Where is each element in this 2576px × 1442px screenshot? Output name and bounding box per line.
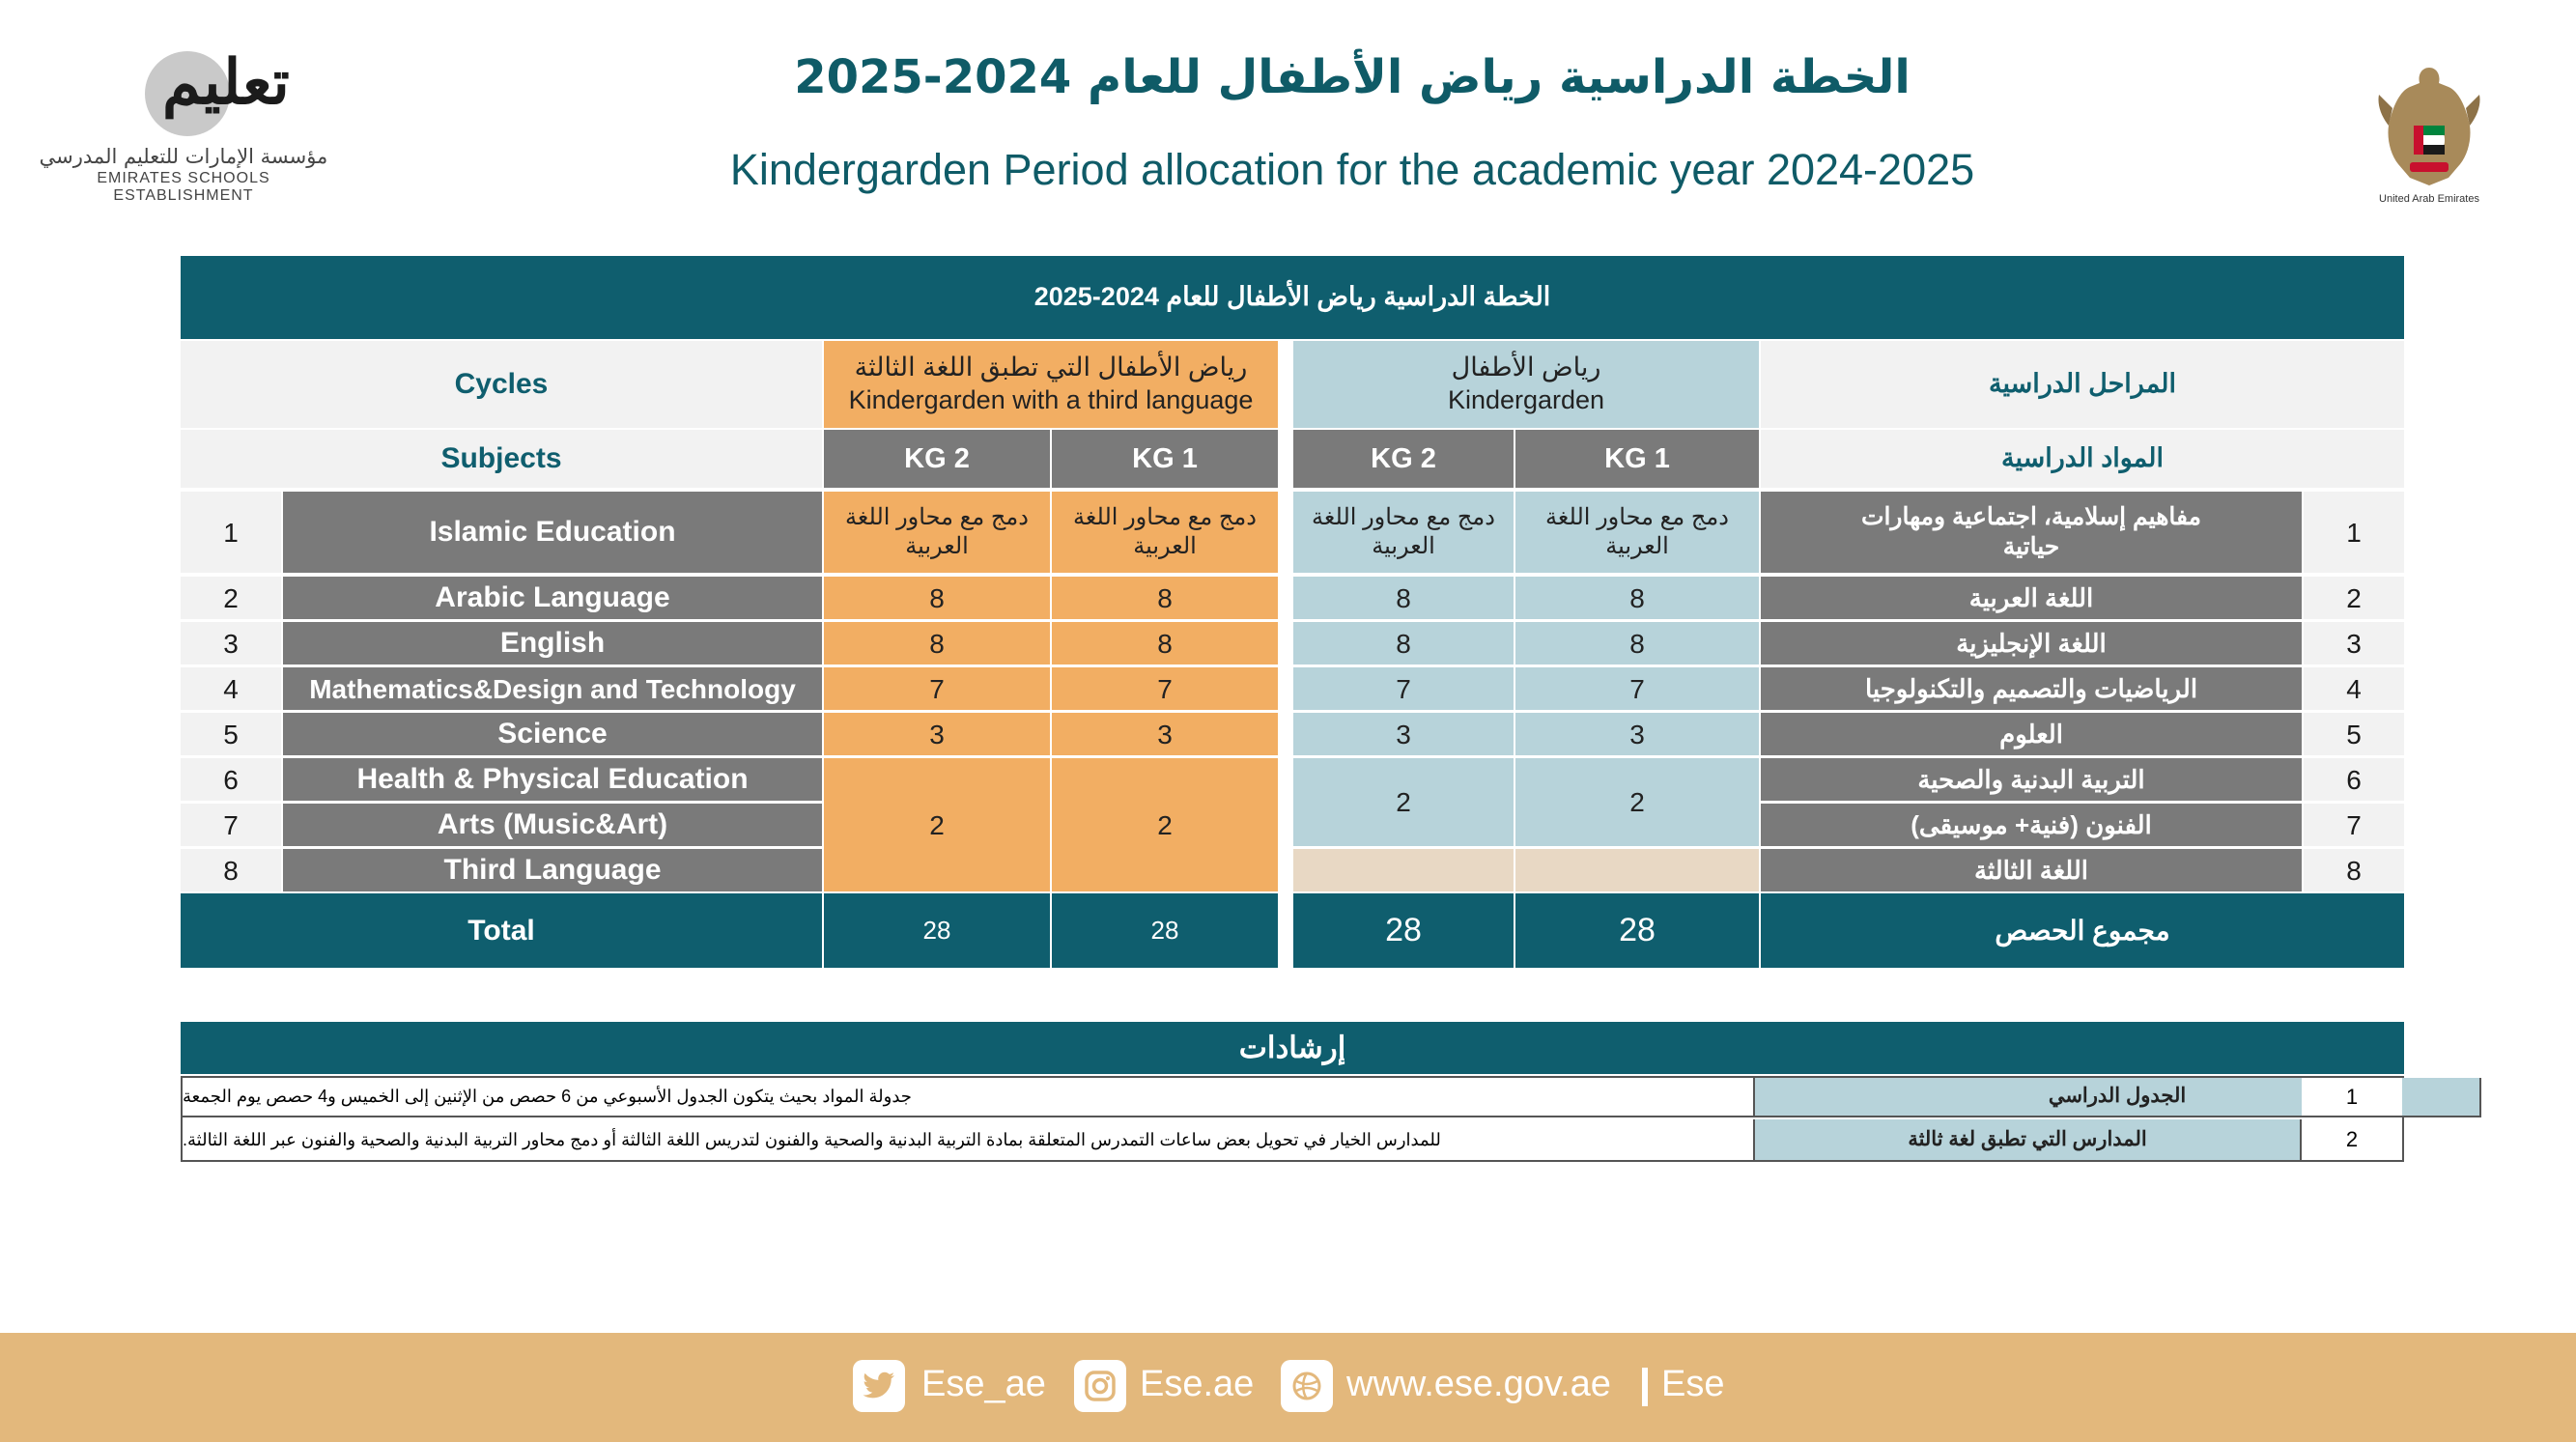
footer-divider <box>1642 1368 1648 1406</box>
cell-empty <box>1515 849 1759 891</box>
uae-emblem <box>2371 58 2487 212</box>
cell-value: 3 <box>1052 713 1278 755</box>
total-label: Total <box>181 893 822 968</box>
logo-arabic-name: مؤسسة الإمارات للتعليم المدرسي <box>39 145 328 168</box>
guideline-label: الجدول الدراسي <box>1755 1078 2481 1117</box>
subject-science: Science <box>283 713 822 755</box>
row-number: 3 <box>181 622 281 664</box>
col-kg2: KG 2 <box>1293 430 1514 488</box>
instagram-icon[interactable] <box>1074 1360 1126 1412</box>
logo-english-name: EMIRATES SCHOOLS ESTABLISHMENT <box>97 170 270 204</box>
table-title: الخطة الدراسية رياض الأطفال للعام 2024-2025 <box>181 256 2404 339</box>
emblem-caption: United Arab Emirates <box>2379 193 2479 205</box>
globe-icon[interactable] <box>1281 1360 1333 1412</box>
subject-third-language-ar: اللغة الثالثة <box>1761 849 2302 891</box>
subject-health-physical-education: Health & Physical Education <box>283 758 822 801</box>
cycles-label-ar: المراحل الدراسية <box>1761 341 2404 428</box>
row-number: 2 <box>2304 577 2404 619</box>
row-number: 6 <box>181 758 281 801</box>
group-third-language <box>824 341 1278 428</box>
cell-value: 8 <box>824 622 1050 664</box>
cell-merged-arabic: دمج مع محاور اللغة العربية <box>824 492 1050 573</box>
subject-arabic-language: Arabic Language <box>283 577 822 619</box>
cell-merged-value: 2 <box>1293 758 1514 846</box>
group-third-language-en: Kindergarden with a third language <box>848 385 1254 414</box>
cell-value: 3 <box>1293 713 1514 755</box>
row-number: 4 <box>2304 667 2404 710</box>
total-value: 28 <box>824 893 1050 968</box>
total-value: 28 <box>1515 893 1759 968</box>
row-number: 5 <box>181 713 281 755</box>
twitter-icon[interactable] <box>853 1360 905 1412</box>
subjects-label-ar: المواد الدراسية <box>1761 430 2404 488</box>
row-number: 2 <box>181 577 281 619</box>
logo-word: تعليم <box>162 46 290 119</box>
subject-english-ar: اللغة الإنجليزية <box>1761 622 2302 664</box>
cell-value: 3 <box>1515 713 1759 755</box>
page-title-english: Kindergarden Period allocation for the academic year 2024-2025 <box>729 145 1975 194</box>
subject-islamic-education-ar: مفاهيم إسلامية، اجتماعية ومهارات حياتية <box>1761 492 2302 573</box>
group-kindergarden-en: Kindergarden <box>1447 385 1605 414</box>
cell-value: 7 <box>824 667 1050 710</box>
row-number: 3 <box>2304 622 2404 664</box>
row-number: 6 <box>2304 758 2404 801</box>
cell-empty <box>1293 849 1514 891</box>
cell-value: 8 <box>824 577 1050 619</box>
subject-islamic-education: Islamic Education <box>283 492 822 573</box>
total-value: 28 <box>1293 893 1514 968</box>
cell-value: 8 <box>1052 577 1278 619</box>
row-number: 8 <box>2304 849 2404 891</box>
cell-value: 3 <box>824 713 1050 755</box>
subject-third-language: Third Language <box>283 849 822 891</box>
subject-mathematics-design-technology: Mathematics&Design and Technology <box>283 667 822 710</box>
col-third-kg2: KG 2 <box>824 430 1050 488</box>
subject-arabic-language-ar: اللغة العربية <box>1761 577 2302 619</box>
group-kindergarden <box>1293 341 1759 428</box>
group-kindergarden-ar: رياض الأطفال <box>1451 353 1601 382</box>
subject-english: English <box>283 622 822 664</box>
cell-merged-value: 2 <box>824 758 1050 891</box>
cell-value: 8 <box>1293 622 1514 664</box>
page-title-arabic: الخطة الدراسية رياض الأطفال للعام 2024-2025 <box>794 50 1911 104</box>
guideline-number: 2 <box>2302 1119 2402 1160</box>
cell-merged-arabic: دمج مع محاور اللغة العربية <box>1052 492 1278 573</box>
subjects-label: Subjects <box>181 430 822 488</box>
instagram-handle[interactable]: Ese.ae <box>1140 1364 1255 1404</box>
row-number: 7 <box>181 804 281 846</box>
guideline-number: 1 <box>2302 1078 2402 1117</box>
cell-merged-value: 2 <box>1052 758 1278 891</box>
cell-merged-arabic: دمج مع محاور اللغة العربية <box>1293 492 1514 573</box>
ese-logo <box>39 46 348 204</box>
subject-science-ar: العلوم <box>1761 713 2302 755</box>
row-number: 5 <box>2304 713 2404 755</box>
footer-brand: Ese <box>1661 1364 1725 1404</box>
falcon-emblem-icon <box>2371 58 2487 193</box>
guideline-label: المدارس التي تطبق لغة ثالثة <box>1755 1119 2302 1160</box>
subject-mathematics-ar: الرياضيات والتصميم والتكنولوجيا <box>1761 667 2302 710</box>
col-third-kg1: KG 1 <box>1052 430 1278 488</box>
cell-value: 8 <box>1293 577 1514 619</box>
total-label-ar: مجموع الحصص <box>1761 893 2404 968</box>
twitter-handle[interactable]: Ese_ae <box>921 1364 1046 1404</box>
cell-value: 7 <box>1052 667 1278 710</box>
period-allocation-table <box>181 256 2404 968</box>
guideline-text: جدولة المواد بحيث يتكون الجدول الأسبوعي من 6 حصص من الإثنين إلى الخميس و4 حصص يوم الجمعة <box>183 1078 1755 1117</box>
subject-arts: Arts (Music&Art) <box>283 804 822 846</box>
cell-value: 7 <box>1293 667 1514 710</box>
cell-value: 8 <box>1052 622 1278 664</box>
cell-value: 7 <box>1515 667 1759 710</box>
row-number: 1 <box>2304 492 2404 573</box>
guidelines-title: إرشادات <box>181 1022 2404 1074</box>
cell-value: 8 <box>1515 577 1759 619</box>
cell-merged-arabic: دمج مع محاور اللغة العربية <box>1515 492 1759 573</box>
footer-bar <box>0 1333 2576 1442</box>
cycles-label: Cycles <box>181 341 822 428</box>
guidelines-table <box>181 1022 2404 1162</box>
website-link[interactable]: www.ese.gov.ae <box>1346 1364 1611 1404</box>
row-number: 8 <box>181 849 281 891</box>
guideline-text: للمدارس الخيار في تحويل بعض ساعات التمدرس المتعلقة بمادة التربية البدنية والصحية والفنون لتدريس اللغة الثالثة أو دمج محاور التربية البدنية والصحية والفنون عبر اللغة الثالثة. <box>183 1119 1755 1160</box>
group-third-language-ar: رياض الأطفال التي تطبق اللغة الثالثة <box>854 353 1248 382</box>
cell-value: 8 <box>1515 622 1759 664</box>
col-kg1: KG 1 <box>1515 430 1759 488</box>
row-number: 1 <box>181 492 281 573</box>
row-number: 7 <box>2304 804 2404 846</box>
total-value: 28 <box>1052 893 1278 968</box>
row-number: 4 <box>181 667 281 710</box>
subject-arts-ar: الفنون (فنية+ موسيقى) <box>1761 804 2302 846</box>
cell-merged-value: 2 <box>1515 758 1759 846</box>
subject-health-physical-education-ar: التربية البدنية والصحية <box>1761 758 2302 801</box>
